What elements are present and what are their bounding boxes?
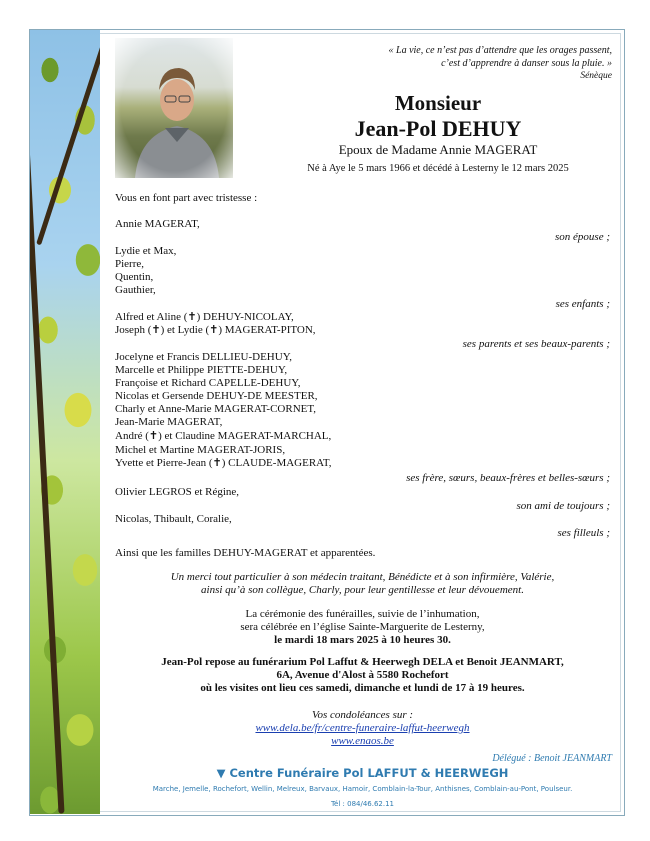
tree-photo-strip [30, 30, 100, 814]
tree-branch [36, 35, 100, 246]
mourner-name: Charly et Anne-Marie MAGERAT-CORNET, [115, 403, 317, 415]
mourner-name: Nicolas, Thibault, Coralie, [115, 513, 232, 525]
thanks-line-2: ainsi qu’à son collègue, Charly, pour leur gentillesse et leur dévouement. [201, 584, 524, 596]
tree-trunk [30, 30, 65, 813]
relation-label: ses filleuls ; [557, 527, 610, 539]
mourner-name: Annie MAGERAT, [115, 218, 200, 230]
mourner-name: Gauthier, [115, 284, 156, 296]
condolences-link-enaos[interactable]: www.enaos.be [331, 735, 394, 747]
quote-line-2: c’est d’apprendre à danser sous la pluie. » [441, 57, 612, 69]
funeral-home-name-row [100, 766, 625, 780]
funeral-home-name: Centre Funéraire Pol LAFFUT & HEERWEGH [229, 766, 509, 780]
mourner-name: Alfred et Aline (✝) DEHUY-NICOLAY, [115, 311, 294, 323]
ceremony-line-1: La cérémonie des funérailles, suivie de l’inhumation, [245, 608, 480, 620]
deceased-name: Jean-Pol DEHUY [354, 116, 522, 141]
condolences-label: Vos condoléances sur : [311, 709, 414, 721]
spouse-line: Epoux de Madame Annie MAGERAT [338, 142, 538, 157]
delegate-line: Délégué : Benoit JEANMART [492, 753, 612, 764]
ceremony-date: le mardi 18 mars 2025 à 10 heures 30. [274, 634, 451, 646]
mourner-name: Joseph (✝) et Lydie (✝) MAGERAT-PITON, [115, 324, 316, 336]
mourner-name: Jocelyne et Francis DELLIEU-DEHUY, [115, 351, 292, 363]
mourner-name: Jean-Marie MAGERAT, [115, 416, 223, 428]
rest-visits: où les visites ont lieu ces samedi, dimanche et lundi de 17 à 19 heures. [200, 682, 525, 694]
rest-line-1: Jean-Pol repose au funérarium Pol Laffut & Heerwegh DELA et Benoit JEANMART, [161, 656, 564, 668]
triangle-down-icon: ▼ [216, 766, 226, 780]
intro-text: Vous en font part avec tristesse : [115, 192, 258, 204]
mourner-name: Lydie et Max, [115, 245, 177, 257]
rest-address: 6A, Avenue d'Alost à 5580 Rochefort [276, 669, 449, 681]
mourner-name: Marcelle et Philippe PIETTE-DEHUY, [115, 364, 288, 376]
quote-line-1: « La vie, ce n’est pas d’attendre que les orages passent, [388, 45, 612, 56]
mourner-name: Michel et Martine MAGERAT-JORIS, [115, 444, 286, 456]
ceremony-line-2: sera célébrée en l’église Sainte-Marguerite de Lesterny, [240, 621, 485, 633]
honorific: Monsieur [394, 91, 482, 115]
mourner-name: André (✝) et Claudine MAGERAT-MARCHAL, [115, 430, 332, 442]
portrait-figure [115, 38, 233, 178]
portrait-photo [115, 38, 233, 178]
mourner-name: Nicolas et Gersende DEHUY-DE MEESTER, [115, 390, 318, 402]
families-line: Ainsi que les familles DEHUY-MAGERAT et apparentées. [115, 547, 376, 559]
mourner-name: Olivier LEGROS et Régine, [115, 486, 240, 498]
mourner-name: Yvette et Pierre-Jean (✝) CLAUDE-MAGERAT, [115, 457, 332, 469]
birth-death-line: Né à Aye le 5 mars 1966 et décédé à Lesterny le 12 mars 2025 [307, 163, 569, 174]
relation-label: ses enfants ; [555, 298, 610, 310]
funeral-home-phone: Tél : 084/46.62.11 [330, 800, 395, 808]
mourner-name: Françoise et Richard CAPELLE-DEHUY, [115, 377, 301, 389]
relation-label: son ami de toujours ; [516, 500, 610, 512]
condolences-link-dela[interactable]: www.dela.be/fr/centre-funeraire-laffut-heerwegh [255, 722, 470, 734]
relation-label: ses parents et ses beaux-parents ; [462, 338, 610, 350]
relation-label: son épouse ; [555, 231, 610, 243]
quote-block [330, 45, 612, 83]
mourner-name: Pierre, [115, 258, 145, 270]
funeral-home-towns: Marche, Jemelle, Rochefort, Wellin, Melreux, Barvaux, Hamoir, Comblain-la-Tour, Anthisnes, Comblain-au-Pont, Poulseur. [152, 785, 573, 793]
thanks-line-1: Un merci tout particulier à son médecin traitant, Bénédicte et à son infirmière, Valérie, [170, 571, 555, 583]
quote-author: Sénèque [580, 71, 612, 81]
mourner-name: Quentin, [115, 271, 154, 283]
relation-label: ses frère, sœurs, beaux-frères et belles-sœurs ; [406, 472, 610, 484]
